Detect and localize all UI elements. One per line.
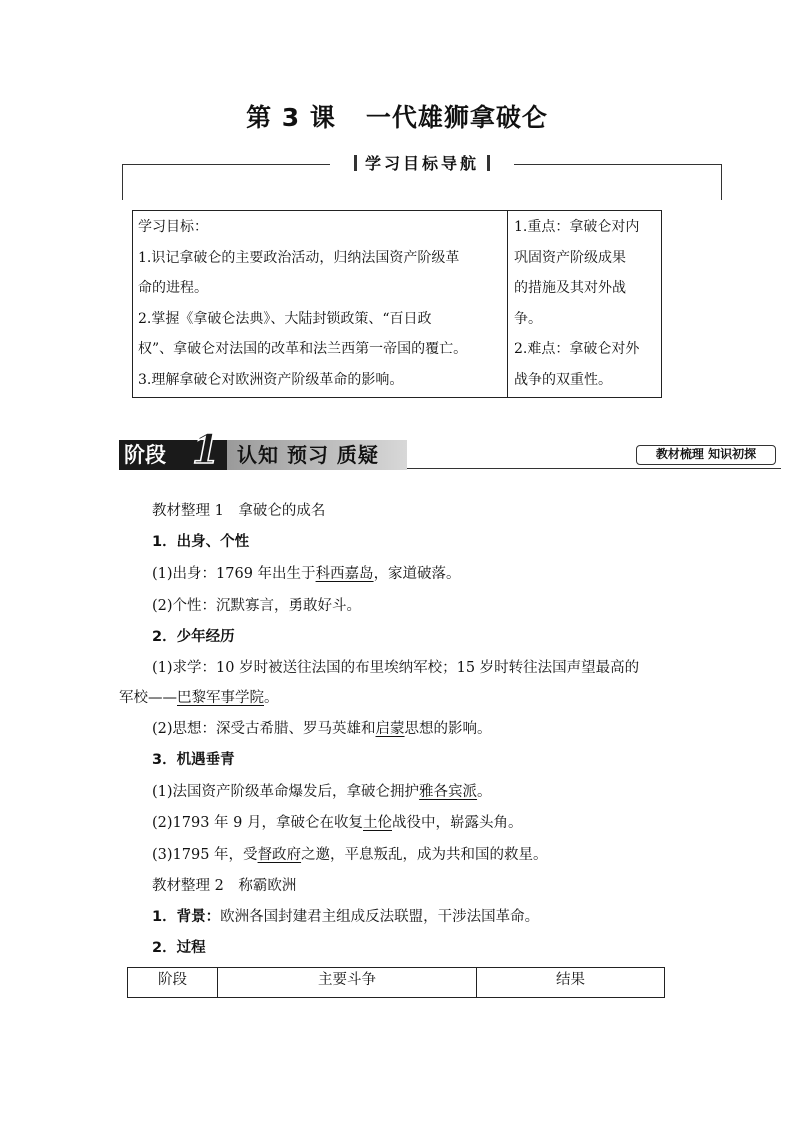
- focus-line: 争。: [514, 310, 542, 327]
- table-header-cell: 阶段: [128, 968, 218, 997]
- text-line: [152, 782, 492, 802]
- nav-label: [330, 150, 514, 178]
- text: 思想的影响。: [404, 721, 492, 737]
- table-header-cell: 结果: [556, 972, 585, 988]
- stage-tag: 教材梳理 知识初探: [636, 445, 776, 465]
- text: (1)法国资产阶级革命爆发后，拿破仑拥护: [152, 784, 420, 800]
- text: 战役中，崭露头角。: [392, 815, 523, 831]
- focus-line: 巩固资产阶级成果: [514, 249, 626, 266]
- text-line: (1)求学：10 岁时被送往法国的布里埃纳军校；15 岁时转往法国声望最高的: [152, 660, 640, 676]
- answer-underlined: 科西嘉岛: [315, 566, 374, 582]
- section-heading: 教材整理 2 称霸欧洲: [152, 878, 297, 894]
- text: (2)思想：深受古希腊、罗马英雄和: [152, 721, 376, 737]
- subheading: 1．背景：: [152, 909, 221, 925]
- table-header-cell: 主要斗争: [218, 968, 477, 997]
- focus-line: 的措施及其对外战: [514, 280, 626, 297]
- text: ，家道破落。: [373, 566, 461, 582]
- goal-line: 命的进程。: [138, 280, 208, 297]
- answer-underlined: 督政府: [257, 847, 302, 863]
- focus-line: 战争的双重性。: [514, 371, 612, 388]
- stage-underline: [407, 468, 781, 469]
- nav-bracket-left: [122, 164, 123, 200]
- goal-line: 权”、拿破仑对法国的改革和法兰西第一帝国的覆亡。: [138, 341, 468, 358]
- text: (2)1793 年 9 月，拿破仑在收复: [152, 815, 363, 831]
- page-title: [0, 98, 794, 134]
- goal-line: 3.理解拿破仑对欧洲资产阶级革命的影响。: [138, 371, 404, 388]
- text-line: [119, 688, 279, 708]
- stage-title: 认知 预习 质疑: [237, 443, 379, 467]
- text: (1)出身：1769 年出生于: [152, 566, 316, 582]
- answer-underlined: 雅各宾派: [419, 784, 478, 800]
- process-table: [127, 967, 665, 998]
- answer-underlined: 启蒙: [375, 721, 405, 737]
- section-heading: 教材整理 1 拿破仑的成名: [152, 503, 326, 519]
- goals-right-cell: [508, 210, 662, 398]
- goal-line: 学习目标：: [138, 219, 208, 235]
- text-line: [152, 907, 539, 927]
- lesson-number: 第 3 课: [246, 103, 336, 132]
- lesson-name: 一代雄狮拿破仑: [365, 103, 548, 132]
- nav-label-text: 学习目标导航: [364, 154, 479, 173]
- text-line: [152, 564, 461, 584]
- text: 欧洲各国封建君主组成反法联盟，干涉法国革命。: [220, 909, 540, 925]
- answer-underlined: 土伦: [363, 815, 392, 831]
- text-line: [152, 719, 492, 739]
- subheading: 2．少年经历: [152, 629, 235, 645]
- text: 军校——: [119, 690, 177, 706]
- answer-underlined: 巴黎军事学院: [177, 690, 264, 706]
- text: (3)1795 年，受: [152, 847, 258, 863]
- subheading: 1．出身、个性: [152, 534, 250, 550]
- goal-line: 1.识记拿破仑的主要政治活动，归纳法国资产阶级革: [138, 249, 460, 266]
- goal-line: 2.掌握《拿破仑法典》、大陆封锁政策、“百日政: [138, 310, 432, 327]
- goals-left-cell: [132, 210, 508, 398]
- focus-line: 2.难点：拿破仑对外: [514, 341, 640, 358]
- stage-number: 1: [192, 426, 220, 473]
- text-line: [152, 845, 548, 865]
- subheading: 3．机遇垂青: [152, 752, 235, 768]
- stage-word: 阶段: [124, 443, 166, 467]
- focus-line: 1.重点：拿破仑对内: [514, 219, 640, 235]
- text: 之邀，平息叛乱，成为共和国的救星。: [301, 847, 548, 863]
- text-line: [152, 813, 523, 833]
- text: 。: [264, 690, 279, 706]
- nav-bracket-right: [721, 164, 722, 200]
- text-line: (2)个性：沉默寡言，勇敢好斗。: [152, 598, 362, 614]
- subheading: 2．过程: [152, 940, 206, 956]
- text: 。: [477, 784, 492, 800]
